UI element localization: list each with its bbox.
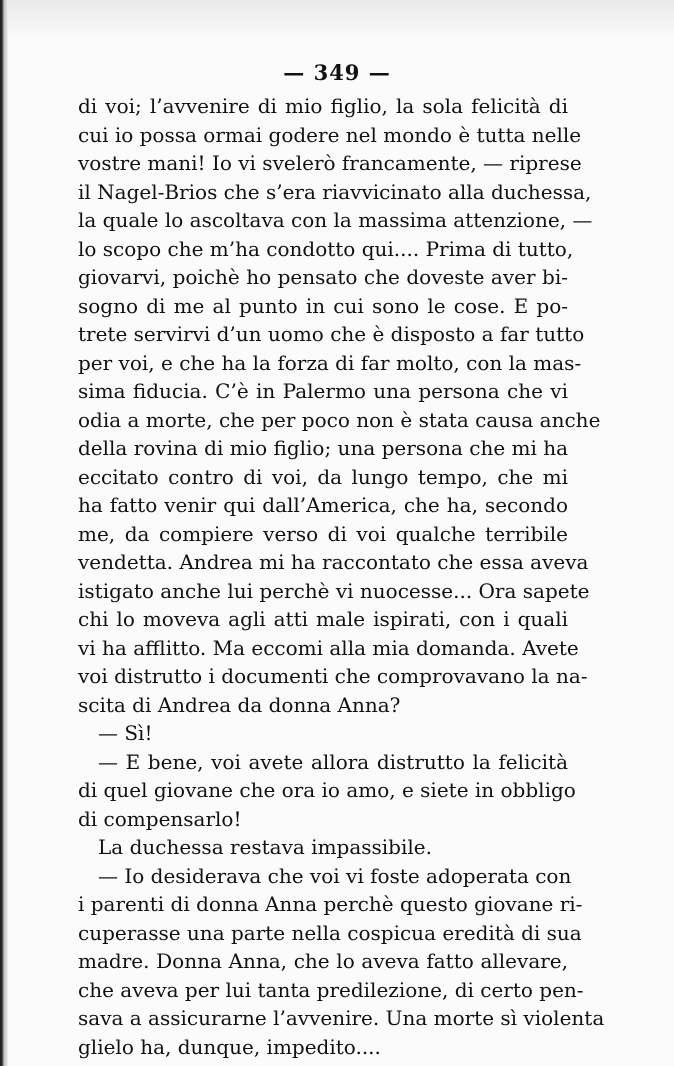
text-line: il Nagel-Brios che s’era riavvicinato alla duchessa, <box>78 179 592 204</box>
text-line: — Sì! <box>98 721 153 745</box>
text-line: eccitato contro di voi, da lungo tempo, che mi <box>78 464 568 489</box>
text-line: glielo ha, dunque, impedito.... <box>78 1034 381 1059</box>
text-line: giovarvi, poichè ho pensato che doveste aver bi- <box>78 265 568 289</box>
text-line: di compensarlo! <box>78 806 242 831</box>
text-line: di voi; l’avvenire di mio figlio, la sola felicità di <box>78 94 568 118</box>
text-line: vostre mani! Io vi svelerò francamente, — riprese <box>78 151 582 175</box>
text-line: — E bene, voi avete allora distrutto la felicità <box>98 749 568 774</box>
text-line: vi ha afflitto. Ma eccomi alla mia domanda. Avete <box>78 635 579 660</box>
text-line: me, da compiere verso di voi qualche terribile <box>78 521 568 546</box>
text-line: trete servirvi d’un uomo che è disposto a far tutto <box>78 322 585 346</box>
text-line: per voi, e che ha la forza di far molto, con la mas- <box>78 350 582 375</box>
text-line: sogno di me al punto in cui sono le cose. E po- <box>78 293 568 318</box>
text-line: — Io desiderava che voi vi foste adoperata con <box>98 863 572 888</box>
text-line: istigato anche lui perchè vi nuocesse... Ora sapete <box>78 578 590 603</box>
text-line: lo scopo che m’ha condotto qui.... Prima di tutto, <box>78 236 574 261</box>
page-number: — 349 — <box>283 60 391 85</box>
text-line: scita di Andrea da donna Anna? <box>78 692 401 717</box>
text-line: madre. Donna Anna, che lo aveva fatto allevare, <box>78 949 568 973</box>
text-line: di quel giovane che ora io amo, e siete in obbligo <box>78 778 576 802</box>
text-line: sima fiducia. C’è in Palermo una persona che vi <box>78 379 568 403</box>
text-line: La duchessa restava impassibile. <box>98 835 432 859</box>
text-line: che aveva per lui tanta predilezione, di certo pen- <box>78 977 584 1002</box>
text-line: odia a morte, che per poco non è stata causa anche <box>78 407 601 432</box>
page-top-shade <box>8 0 674 40</box>
text-line: cuperasse una parte nella cospicua eredità di sua <box>78 920 582 945</box>
text-line: cui io possa ormai godere nel mondo è tutta nelle <box>78 122 582 147</box>
text-line: chi lo moveva agli atti male ispirati, con i quali <box>78 607 568 631</box>
text-line: voi distrutto i documenti che comprovavano la na- <box>78 664 588 688</box>
text-line: ha fatto venir qui dall’America, che ha, secondo <box>78 493 568 517</box>
text-line: la quale lo ascoltava con la massima attenzione, — <box>78 208 593 232</box>
text-line: vendetta. Andrea mi ha raccontato che essa aveva <box>78 550 589 574</box>
body-text <box>78 92 605 1061</box>
binding-edge <box>0 0 8 1066</box>
text-line: i parenti di donna Anna perchè questo giovane ri- <box>78 892 583 916</box>
text-line: della rovina di mio figlio; una persona che mi ha <box>78 436 569 460</box>
text-line: sava a assicurarne l’avvenire. Una morte sì violenta <box>78 1006 605 1030</box>
